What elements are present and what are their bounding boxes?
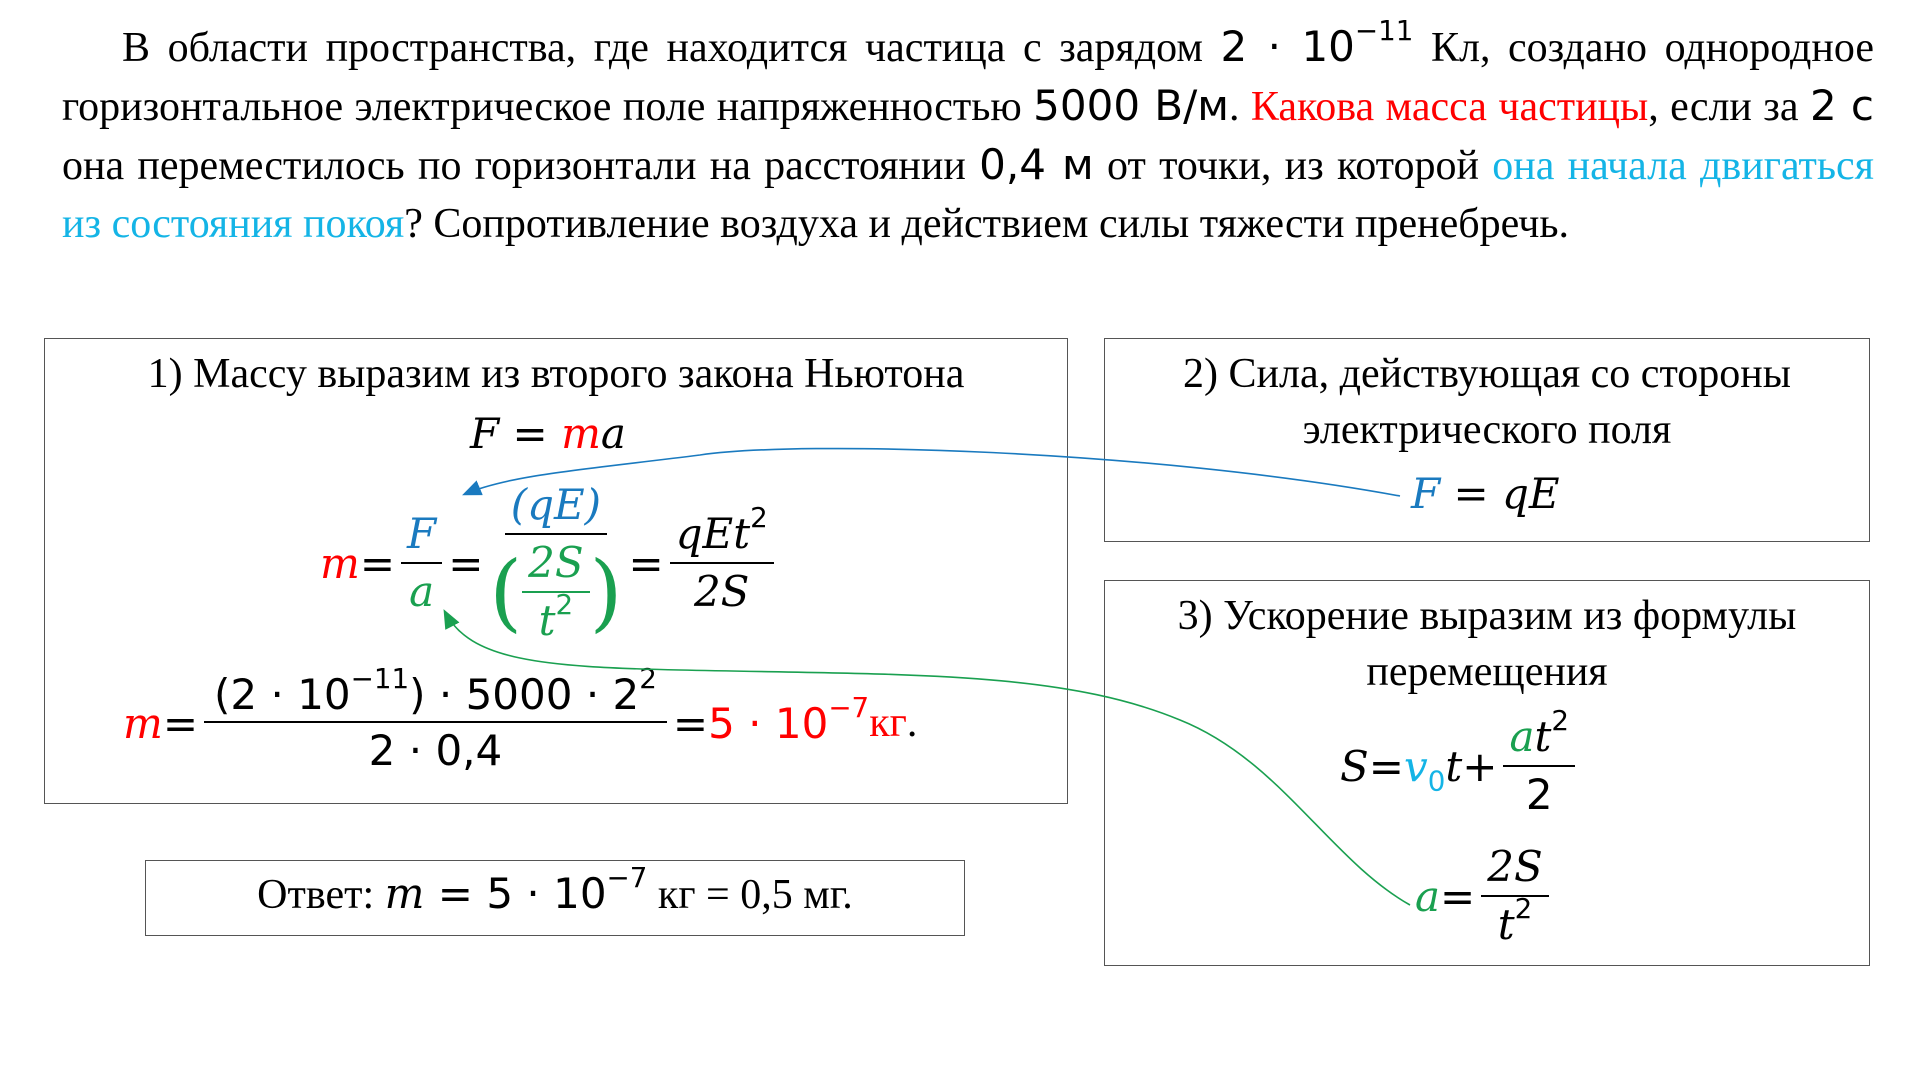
calc-m: m (123, 698, 163, 748)
problem-text: . (1228, 84, 1251, 130)
accel-box-title: 3) Ускорение выразим из формулы (1177, 593, 1797, 639)
velocity-sub: 0 (1427, 764, 1446, 798)
accel-t: t (1497, 900, 1515, 949)
eq-sign: = (448, 538, 484, 588)
eq-a: a (600, 409, 626, 458)
eq-F: F (470, 409, 500, 458)
term-t: t (1534, 712, 1552, 761)
inner-sq: 2 (555, 588, 574, 622)
eq-sign: = (162, 698, 199, 748)
force-rhs: = qE (1440, 469, 1560, 518)
problem-text: ? Сопротивление воздуха и действием силы тяжести пренебречь. (404, 201, 1569, 247)
question-highlight: Какова масса частицы (1250, 84, 1649, 130)
problem-text: она переместилось по горизонтали на расстоянии (62, 143, 980, 189)
eq-sign: = (672, 698, 709, 748)
right-paren: ) (589, 543, 623, 641)
eq-sign: = (1368, 741, 1404, 791)
answer-exp: −7 (606, 861, 648, 895)
calc-num-b: ) · 5000 · 2 (409, 670, 640, 719)
frac-qE: (qE) (505, 479, 607, 535)
left-paren: ( (489, 543, 523, 641)
eq-sign: = (359, 538, 396, 588)
eq-sign: = (628, 538, 664, 588)
accel-2S: 2S (1481, 841, 1549, 897)
eq-m: m (561, 409, 601, 458)
accel-sq: 2 (1514, 892, 1533, 926)
charge-exponent: −11 (1354, 14, 1414, 48)
result-dot: . (906, 700, 918, 746)
problem-text: Кл, создано однородное горизонтальное электрическое поле напряженностью (62, 25, 1875, 130)
term-sq: 2 (1551, 704, 1570, 738)
frac-qEt: qEt (675, 509, 751, 558)
calc-num-a: (2 · 10 (214, 670, 351, 719)
inner-2S: 2S (522, 537, 590, 593)
calc-num-exp: −11 (350, 662, 410, 696)
force-box-subtitle: электрического поля (1302, 407, 1672, 453)
term-a: a (1509, 712, 1535, 761)
velocity-v: v (1403, 741, 1428, 791)
acceleration-arrow (445, 612, 1410, 905)
calc-den: 2 · 0,4 (368, 726, 503, 775)
rest-highlight: она начала двигаться из состояния покоя (62, 143, 1874, 247)
frac-a: a (409, 567, 435, 616)
inner-t: t (538, 596, 556, 645)
plus-sign: + (1462, 741, 1498, 791)
force-F: F (1411, 469, 1441, 518)
eq-sign: = (1440, 871, 1476, 921)
answer-unit: кг = 0,5 мг. (647, 872, 853, 918)
eq-sign: = (499, 409, 562, 458)
time-value: 2 с (1809, 81, 1875, 130)
disp-S: S (1340, 741, 1369, 791)
result-exp: −7 (828, 690, 870, 724)
answer-value: = 5 · 10 (424, 869, 607, 918)
problem-text: , если за (1648, 84, 1810, 130)
charge-mantissa: 2 · 10 (1220, 22, 1355, 71)
problem-text: от точки, из которой (1093, 143, 1493, 189)
calc-num-sq: 2 (639, 662, 657, 696)
field-value: 5000 В/м (1033, 81, 1229, 130)
problem-text: В области пространства, где находится частица с зарядом (122, 25, 1221, 71)
result-unit: кг (869, 700, 907, 746)
newton-box-title: 1) Массу выразим из второго закона Ньютона (147, 351, 965, 397)
force-arrow (465, 449, 1400, 496)
accel-box-subtitle: перемещения (1366, 649, 1608, 695)
term-den: 2 (1525, 770, 1553, 819)
frac-2S: 2S (693, 567, 750, 616)
distance-value: 0,4 м (979, 140, 1094, 189)
force-box-title: 2) Сила, действующая со стороны (1183, 351, 1791, 397)
result-mantissa: 5 · 10 (708, 698, 829, 748)
disp-t: t (1445, 741, 1463, 791)
answer-m: m (384, 869, 425, 918)
frac-F: F (401, 508, 442, 564)
mass-m: m (320, 538, 360, 588)
accel-a: a (1415, 871, 1441, 921)
answer-label: Ответ: (257, 872, 385, 918)
frac-sq: 2 (750, 501, 768, 535)
